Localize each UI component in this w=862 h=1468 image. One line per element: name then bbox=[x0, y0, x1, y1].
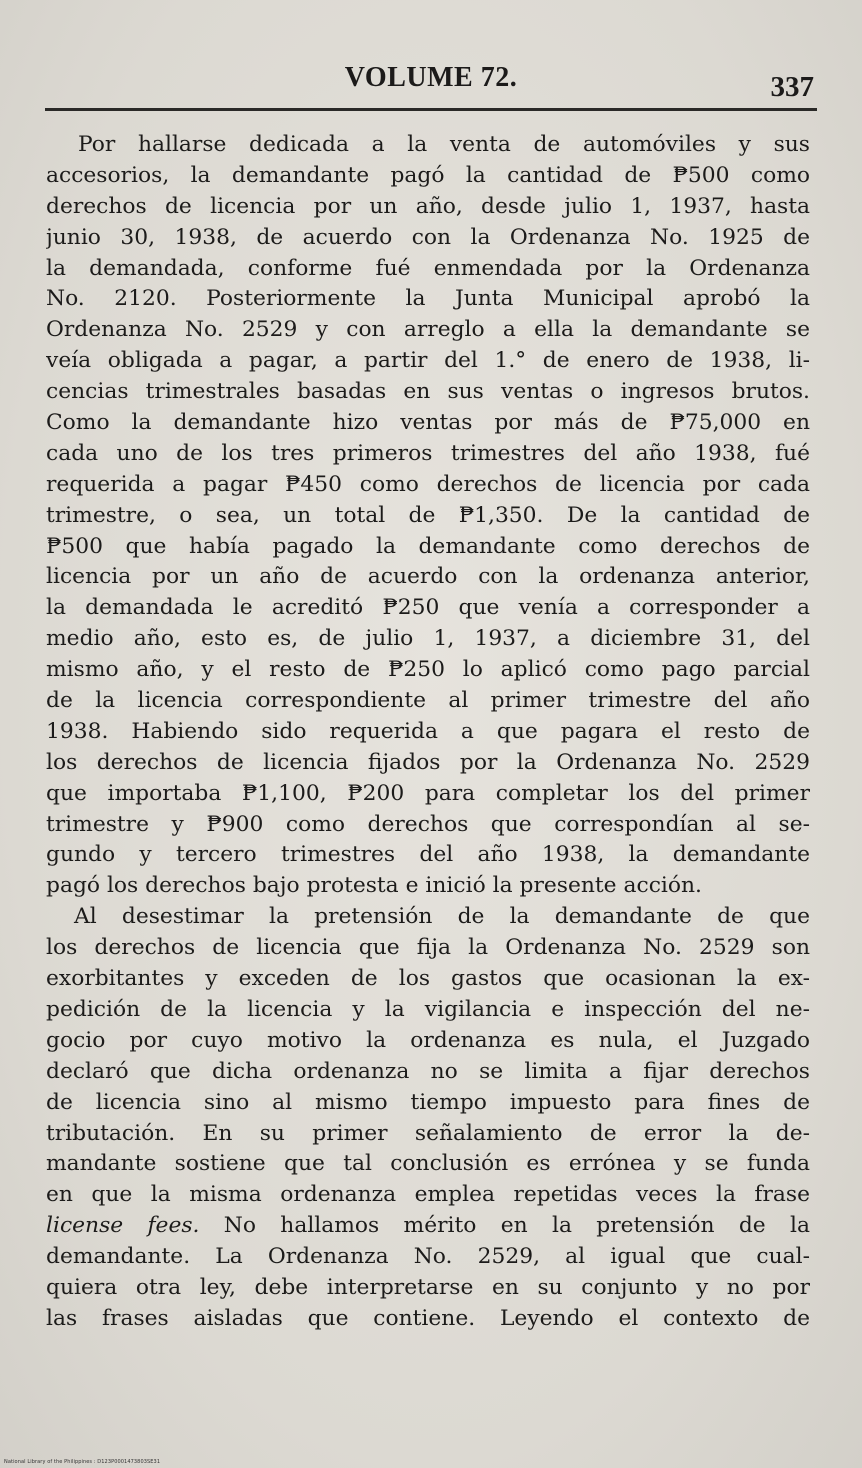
page-number: 337 bbox=[770, 71, 814, 103]
text-line: Por hallarse dedicada a la venta de automóviles y sus bbox=[78, 132, 810, 157]
italic-phrase: license fees. bbox=[46, 1213, 200, 1239]
text-line: los derechos de licencia que fija la Ordenanza No. 2529 son bbox=[46, 935, 810, 961]
text-line: mismo año, y el resto de ₱250 lo aplicó como pago parcial bbox=[46, 657, 810, 683]
page-header bbox=[45, 62, 817, 108]
text-line: en que la misma ordenanza emplea repetidas veces la frase bbox=[46, 1182, 810, 1208]
running-head: VOLUME 72. bbox=[344, 62, 518, 93]
text-line: demandante. La Ordenanza No. 2529, al igual que cual- bbox=[46, 1244, 810, 1270]
text-line: gocio por cuyo motivo la ordenanza es nula, el Juzgado bbox=[46, 1027, 810, 1053]
text-line: tributación. En su primer señalamiento de error la de- bbox=[46, 1120, 810, 1146]
text-line: declaró que dicha ordenanza no se limita a fijar derechos bbox=[46, 1058, 810, 1084]
text-line: gundo y tercero trimestres del año 1938, la demandante bbox=[46, 842, 810, 868]
text-line: No. 2120. Posteriormente la Junta Municipal aprobó la bbox=[46, 286, 810, 312]
text-line: la demandada le acreditó ₱250 que venía a corresponder a bbox=[46, 595, 810, 621]
text-line: requerida a pagar ₱450 como derechos de licencia por cada bbox=[46, 471, 810, 497]
scan-footer: National Library of the Philippines : D123P0001473803SE31 bbox=[4, 1459, 161, 1465]
text-line: 1938. Habiendo sido requerida a que pagara el resto de bbox=[46, 718, 810, 744]
text-line: trimestre y ₱900 como derechos que correspondían al se- bbox=[46, 811, 810, 837]
text-line: cada uno de los tres primeros trimestres del año 1938, fué bbox=[46, 440, 810, 466]
text-line: Al desestimar la pretensión de la demandante de que bbox=[74, 904, 810, 930]
text-line: license fees. No hallamos mérito en la pretensión de la bbox=[46, 1213, 810, 1239]
text-line: de licencia sino al mismo tiempo impuesto para fines de bbox=[46, 1089, 810, 1115]
text-line: quiera otra ley, debe interpretarse en su conjunto y no por bbox=[46, 1274, 810, 1300]
text-line: ₱500 que había pagado la demandante como derechos de bbox=[46, 533, 810, 559]
text-line: accesorios, la demandante pagó la cantidad de ₱500 como bbox=[46, 162, 810, 188]
text-line: los derechos de licencia fijados por la Ordenanza No. 2529 bbox=[46, 749, 810, 775]
text-line: veía obligada a pagar, a partir del 1.° de enero de 1938, li- bbox=[46, 348, 810, 374]
text-line: la demandada, conforme fué enmendada por la Ordenanza bbox=[46, 255, 810, 281]
text-line: que importaba ₱1,100, ₱200 para completar los del primer bbox=[46, 780, 810, 806]
text-line: mandante sostiene que tal conclusión es errónea y se funda bbox=[46, 1151, 810, 1177]
header-rule bbox=[45, 108, 817, 111]
text-line: cencias trimestrales basadas en sus ventas o ingresos brutos. bbox=[46, 379, 810, 405]
text-line: pagó los derechos bajo protesta e inició la presente acción. bbox=[46, 873, 702, 899]
text-line: Ordenanza No. 2529 y con arreglo a ella la demandante se bbox=[46, 317, 810, 343]
text-line: de la licencia correspondiente al primer trimestre del año bbox=[46, 688, 810, 714]
text-line: Como la demandante hizo ventas por más de ₱75,000 en bbox=[46, 410, 810, 436]
text-line: las frases aisladas que contiene. Leyendo el contexto de bbox=[46, 1305, 810, 1331]
text-line: trimestre, o sea, un total de ₱1,350. De la cantidad de bbox=[46, 502, 810, 528]
body-text bbox=[46, 130, 810, 1335]
text-line: junio 30, 1938, de acuerdo con la Ordenanza No. 1925 de bbox=[46, 224, 810, 250]
text-line: pedición de la licencia y la vigilancia e inspección del ne- bbox=[46, 996, 810, 1022]
text-line: licencia por un año de acuerdo con la ordenanza anterior, bbox=[46, 564, 810, 590]
text-line: exorbitantes y exceden de los gastos que ocasionan la ex- bbox=[46, 966, 810, 992]
text-line: medio año, esto es, de julio 1, 1937, a diciembre 31, del bbox=[46, 626, 810, 652]
text-line: derechos de licencia por un año, desde julio 1, 1937, hasta bbox=[46, 193, 810, 219]
